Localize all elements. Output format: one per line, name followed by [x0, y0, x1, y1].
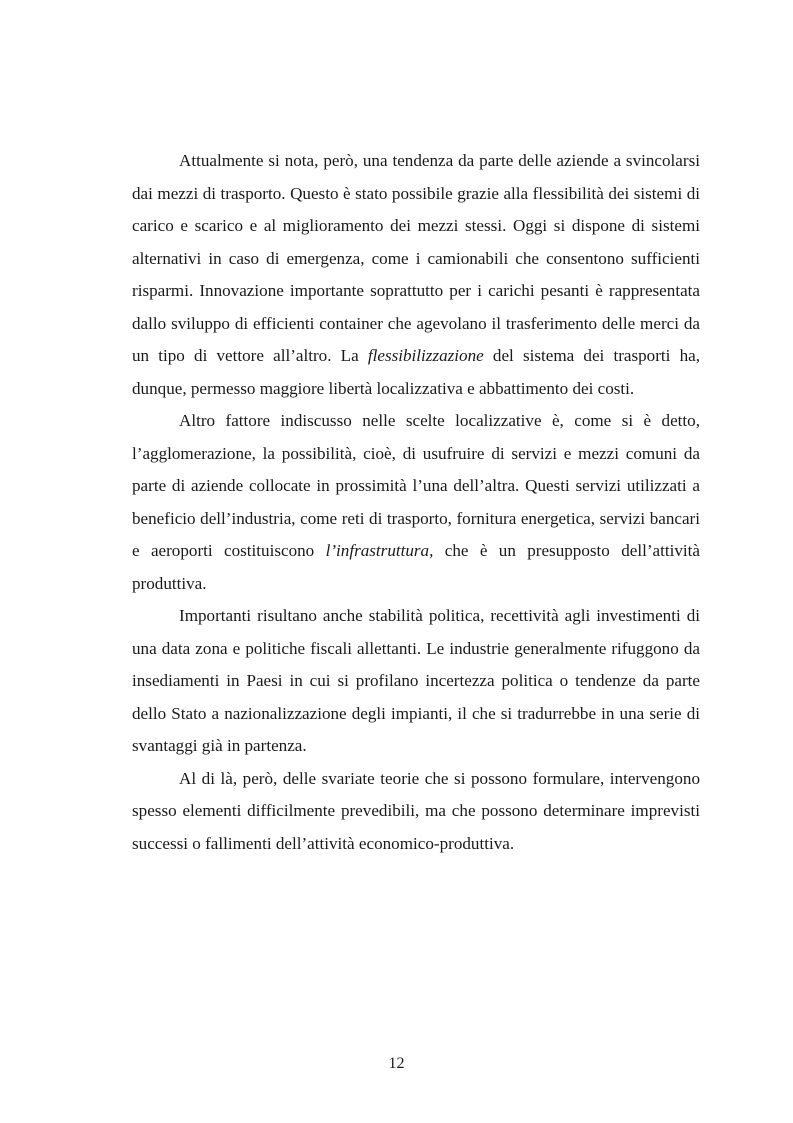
paragraph-agglomeration — [132, 405, 700, 600]
paragraph-text: Altro fattore indiscusso nelle scelte localizzative è, come si è detto, l’agglomerazione, la possibilità, cioè, di usufruire di servizi e mezzi comuni da parte di aziende collocate in prossimità l’una dell’altra. Questi servizi utilizzati a beneficio dell’industria, come reti di trasporto, fornitura energetica, servizi bancari e aeroporti costituiscono — [132, 411, 700, 560]
page-number: 12 — [388, 1055, 405, 1072]
paragraph-political-stability — [132, 600, 700, 763]
paragraph-unpredictable-elements — [132, 763, 700, 861]
paragraph-text: Attualmente si nota, però, una tendenza da parte delle aziende a svincolarsi dai mezzi di trasporto. Questo è stato possibile grazie alla flessibilità dei sistemi di carico e scarico e al miglioramento dei mezzi stessi. Oggi si dispone di sistemi alternativi in caso di emergenza, come i camionabili che consentono sufficienti risparmi. Innovazione importante soprattutto per i carichi pesanti è rappresentata dallo sviluppo di efficienti container che agevolano il trasferimento delle merci da un tipo di vettore all’altro. La — [132, 151, 700, 365]
paragraph-transport-flexibility — [132, 145, 700, 405]
paragraph-text-continued: del sistema dei trasporti ha, dunque, permesso maggiore libertà localizzativa e abbattimento dei costi. — [132, 346, 700, 398]
emphasized-term: flessibilizzazione — [367, 346, 484, 365]
emphasized-term: l’infrastruttura, — [325, 541, 434, 560]
body-text — [132, 145, 700, 860]
paragraph-text: Importanti risultano anche stabilità politica, recettività agli investimenti di una data zona e politiche fiscali allettanti. Le industrie generalmente rifuggono da insediamenti in Paesi in cui si profilano incertezza politica o tendenze da parte dello Stato a nazionalizzazione degli impianti, il che si tradurrebbe in una serie di svantaggi già in partenza. — [132, 606, 700, 755]
paragraph-text-continued: che è un presupposto dell’attività produttiva. — [132, 541, 700, 593]
paragraph-text: Al di là, però, delle svariate teorie che si possono formulare, intervengono spesso elementi difficilmente prevedibili, ma che possono determinare imprevisti successi o fallimenti dell’attività economico-produttiva. — [132, 768, 700, 853]
